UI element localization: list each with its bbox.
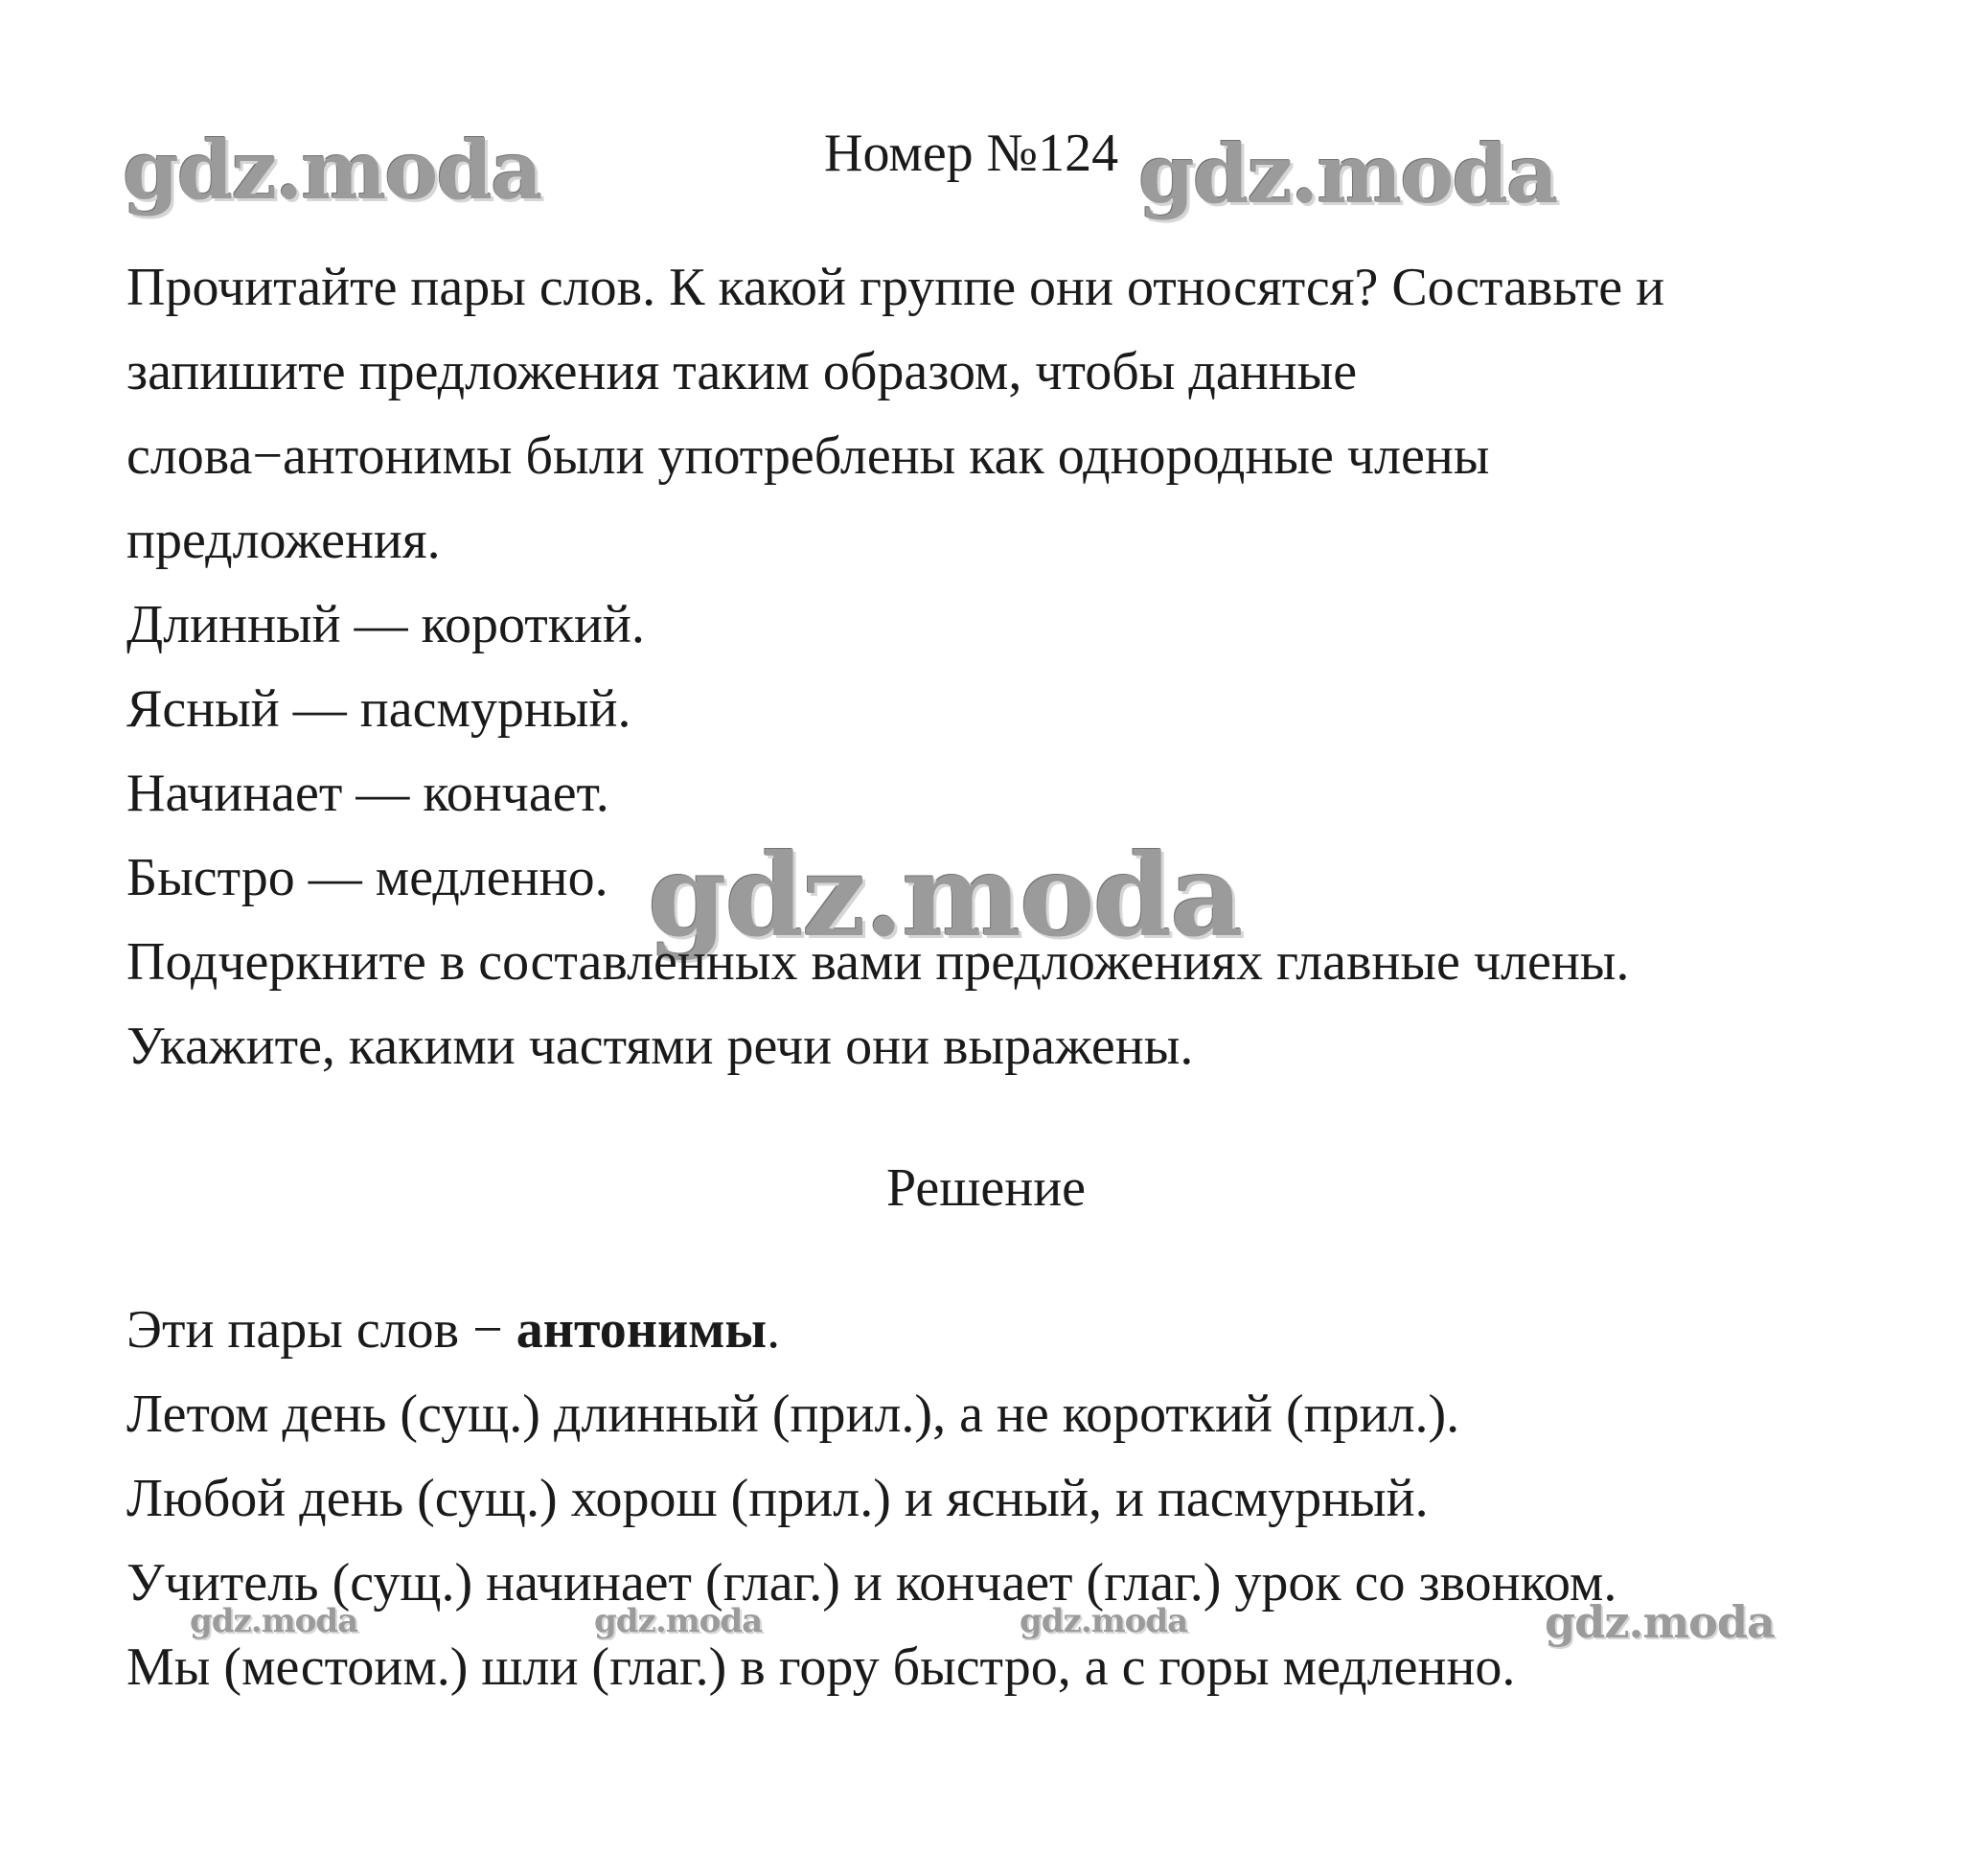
- solution-sentence: Учитель (сущ.) начинает (глаг.) и кончает (глаг.) урок со звонком.: [126, 1553, 1617, 1613]
- task-line: запишите предложения таким образом, чтобы данные: [126, 342, 1358, 401]
- solution-intro: [126, 1295, 780, 1364]
- solution-sentence: Летом день (сущ.) длинный (прил.), а не короткий (прил.).: [126, 1384, 1460, 1444]
- task-line: слова−антонимы были употреблены как однородные члены: [126, 426, 1490, 486]
- solution-sentence: Мы (местоим.) шли (глаг.) в гору быстро, а с горы медленно.: [126, 1637, 1516, 1697]
- watermark-logo: gdz.moda: [1138, 126, 1557, 221]
- word-pair: Ясный — пасмурный.: [126, 679, 631, 739]
- solution-intro-prefix: Эти пары слов −: [126, 1300, 516, 1360]
- solution-heading: Решение: [885, 1158, 1087, 1218]
- watermark-logo: gdz.moda: [190, 1602, 358, 1640]
- solution-intro-term: антонимы: [516, 1300, 768, 1360]
- watermark-logo: gdz.moda: [1020, 1602, 1188, 1640]
- watermark-logo: gdz.moda: [123, 123, 541, 217]
- task-line: Прочитайте пары слов. К какой группе они относятся? Составьте и: [126, 258, 1665, 317]
- task-line: Укажите, какими частями речи они выражены.: [126, 1017, 1194, 1076]
- watermark-logo: gdz.moda: [648, 829, 1242, 962]
- watermark-logo: gdz.moda: [1545, 1596, 1775, 1648]
- task-line: предложения.: [126, 511, 441, 570]
- solution-sentence: Любой день (сущ.) хорош (прил.) и ясный, и пасмурный.: [126, 1469, 1429, 1528]
- solution-intro-suffix: .: [767, 1300, 781, 1360]
- task-line: Подчеркните в составленных вами предложениях главные члены.: [126, 932, 1630, 992]
- watermark-logo: gdz.moda: [594, 1602, 763, 1640]
- page-title: Номер №124: [824, 124, 1119, 183]
- word-pair: Быстро — медленно.: [126, 848, 608, 907]
- word-pair: Длинный — короткий.: [126, 595, 645, 654]
- word-pair: Начинает — кончает.: [126, 764, 609, 823]
